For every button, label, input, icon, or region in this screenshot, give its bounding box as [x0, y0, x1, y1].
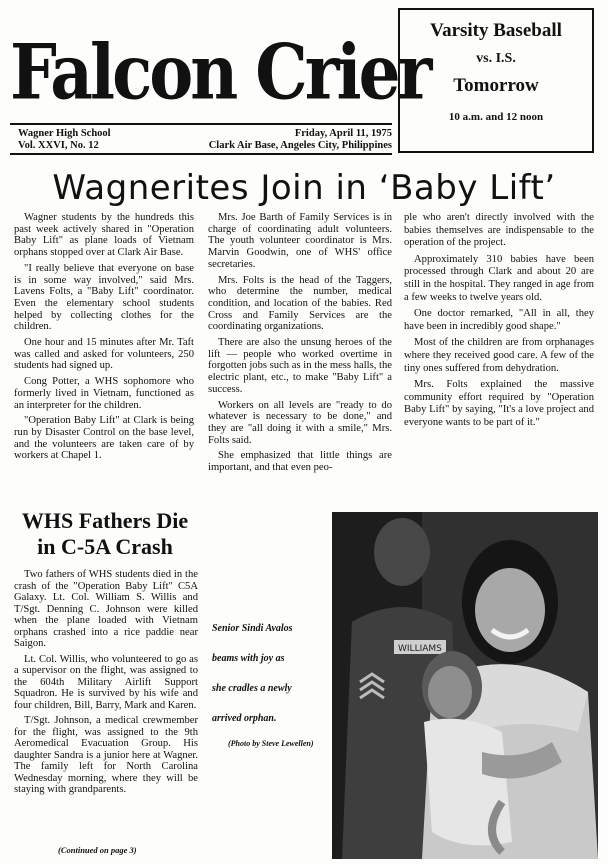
- photo-caption: [212, 614, 328, 734]
- article-paragraph: ple who aren't directly involved with the babies themselves are indispensable to the operation of the project.: [404, 212, 594, 249]
- article-paragraph: "I really believe that everyone on base is in some way involved," said Mrs. Lavens Folts, a "Baby Lift" coordinator. Even the elementary school students helped by collecting clothes for the children.: [14, 262, 194, 333]
- promo-opponent: vs. I.S.: [476, 51, 516, 66]
- main-headline: Wagnerites Join in ‘Baby Lift’: [52, 168, 556, 208]
- article-paragraph: She emphasized that little things are important, and that even peo-: [208, 450, 392, 474]
- volume-number: Vol. XXVI, No. 12: [18, 140, 99, 151]
- masthead-bottom-rule: [10, 153, 392, 155]
- article-paragraph: Wagner students by the hundreds this past week actively shared in "Operation Baby Lift" as plane loads of Vietnam orphans stopped over at Clark Air Base.: [14, 212, 194, 259]
- article-paragraph: "Operation Baby Lift" at Clark is being run by Disaster Control on the base level, and the volunteers are taken care of by workers at Chapel 1.: [14, 415, 194, 462]
- article-paragraph: Mrs. Folts is the head of the Taggers, who determine the number, medical condition, and location of the babies. Red Cross and Family Services are the coordinating organizations.: [208, 274, 392, 333]
- article-paragraph: Approximately 310 babies have been processed through Clark and about 20 are still in the hospital. They ranged in age from a few weeks to twelve years old.: [404, 253, 594, 303]
- main-story-column-1: [14, 212, 194, 466]
- news-photo: [332, 512, 598, 859]
- caption-line: beams with joy as: [212, 653, 285, 664]
- main-story-column-2: [208, 212, 392, 478]
- caption-line: Senior Sindi Avalos: [212, 623, 293, 634]
- second-story-column: [14, 569, 198, 800]
- caption-line: she cradles a newly: [212, 683, 292, 694]
- article-paragraph: Workers on all levels are "ready to do whatever is necessary to be done," and they are "all doing it with a smile," Mrs. Folts said.: [208, 399, 392, 446]
- article-paragraph: One hour and 15 minutes after Mr. Taft was called and asked for volunteers, 250 students had signed up.: [14, 337, 194, 372]
- main-story-column-3: [404, 212, 594, 434]
- issue-date: Friday, April 11, 1975: [294, 128, 392, 139]
- promo-day: Tomorrow: [453, 75, 539, 96]
- article-paragraph: T/Sgt. Johnson, a medical crewmember for the flight, was assigned to the 9th Aeromedical Evacuation Group. His daughter Sandra is a junior here at Wagner. The family left for North Carolina Wednesday morning, where they will be staying with grandparents.: [14, 715, 198, 795]
- article-paragraph: Lt. Col. Willis, who volunteered to go as a supervisor on the flight, was assigned to the 604th Military Airlift Support Squadron. He is survived by his wife and four children, Bill, Barry, Mark and Karen.: [14, 653, 198, 711]
- article-paragraph: Cong Potter, a WHS sophomore who formerly lived in Vietnam, functioned as an interpreter for the children.: [14, 376, 194, 411]
- masthead-info-left: [18, 128, 111, 152]
- masthead-title: Falcon Crier: [10, 27, 430, 117]
- issue-location: Clark Air Base, Angeles City, Philippines: [208, 140, 392, 151]
- article-paragraph: Mrs. Folts explained the massive community effort required by "Operation Baby Lift" by saying, "It's a love project and everyone wants to be part of it.": [404, 379, 594, 428]
- masthead-top-rule: [10, 123, 392, 125]
- article-paragraph: Most of the children are from orphanages where they received good care. A few of the tiny ones suffered from dehydration.: [404, 337, 594, 374]
- name-tape-text: WILLIAMS: [398, 644, 442, 654]
- caption-line: arrived orphan.: [212, 713, 277, 724]
- continued-note: (Continued on page 3): [58, 845, 137, 855]
- article-paragraph: One doctor remarked, "All in all, they have been in incredibly good shape.": [404, 308, 594, 332]
- second-headline: WHS Fathers Die in C-5A Crash: [21, 508, 189, 559]
- photo-credit: (Photo by Steve Lewellen): [228, 739, 314, 748]
- article-paragraph: Mrs. Joe Barth of Family Services is in charge of coordinating adult volunteers. The youth volunteer coordinator is Mrs. Marvin Goodwin, one of WHS' office secretaries.: [208, 212, 392, 270]
- promo-time: 10 a.m. and 12 noon: [448, 111, 544, 123]
- news-photo-drawing: [332, 512, 598, 859]
- masthead-info-right: [174, 128, 392, 152]
- promo-title: Varsity Baseball: [430, 20, 562, 41]
- school-name: Wagner High School: [18, 128, 111, 139]
- article-paragraph: There are also the unsung heroes of the lift — people who worked overtime in forgotten jobs such as in the mess halls, the electric plant, etc., to make "Baby Lift" a success.: [208, 337, 392, 395]
- promo-box: [398, 8, 594, 153]
- article-paragraph: Two fathers of WHS students died in the crash of the "Operation Baby Lift" C5A Galaxy. Lt. Col. William S. Willis and T/Sgt. Denning C. Johnson were killed when the plane loaded with Vietnam orphans crashed into a rice paddie near Saigon.: [14, 569, 198, 649]
